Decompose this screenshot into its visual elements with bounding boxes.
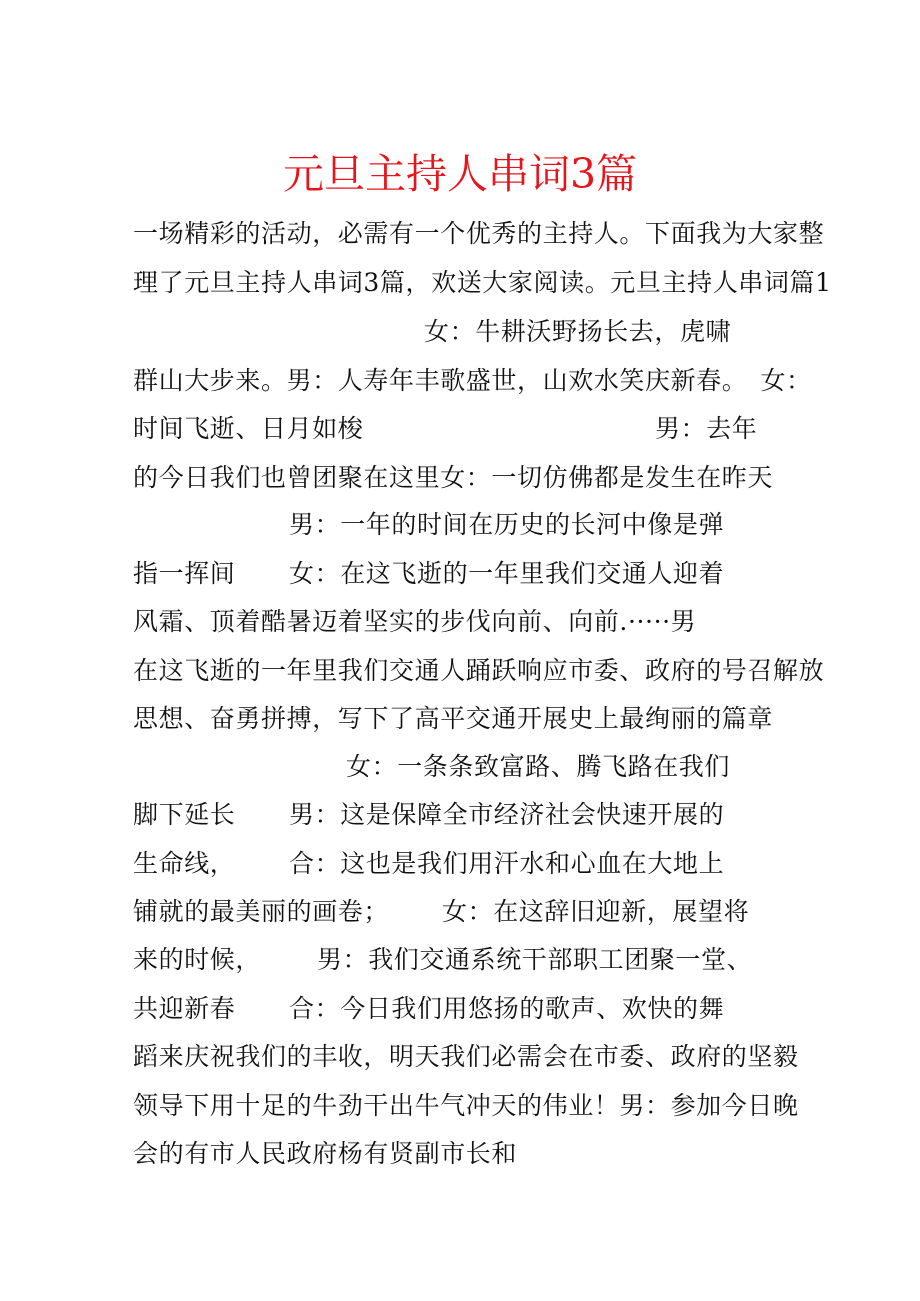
paragraph-line: 理了元旦主持人串词3篇，欢送大家阅读。元旦主持人串词篇1 [133, 268, 832, 297]
paragraph-line: 思想、奋勇拼搏，写下了高平交通开展史上最绚丽的篇章 [133, 704, 774, 733]
paragraph-line: 群山大步来。男：人寿年丰歌盛世，山欢水笑庆新春。 女： [133, 366, 812, 395]
paragraph-line: 蹈来庆祝我们的丰收，明天我们必需会在市委、政府的坚毅 [133, 1042, 799, 1071]
paragraph-line: 女：一条条致富路、腾飞路在我们 [346, 752, 731, 781]
paragraph-line: 在这飞逝的一年里我们交通人踊跃响应市委、政府的号召解放 [133, 656, 825, 685]
paragraph-line: 领导下用十足的牛劲干出牛气冲天的伟业！男：参加今日晚 [133, 1091, 799, 1120]
paragraph-line: 脚下延长 [133, 800, 236, 829]
paragraph-line: 铺就的最美丽的画卷； [133, 897, 390, 926]
paragraph-line: 来的时候， [133, 945, 262, 974]
paragraph-line: 一场精彩的活动，必需有一个优秀的主持人。下面我为大家整 [133, 219, 825, 248]
paragraph-line: 男：我们交通系统干部职工团聚一堂、 [317, 945, 753, 974]
paragraph-line: 男：这是保障全市经济社会快速开展的 [289, 800, 725, 829]
document-title: 元旦主持人串词3篇 [282, 150, 638, 198]
paragraph-line: 男：一年的时间在历史的长河中像是弹 [289, 510, 725, 539]
paragraph-line: 生命线， [133, 849, 236, 878]
paragraph-line: 指一挥间 [133, 559, 236, 588]
paragraph-line: 女：在这辞旧迎新，展望将 [442, 897, 750, 926]
paragraph-line: 风霜、顶着酷暑迈着坚实的步伐向前、向前.·····男 [133, 607, 697, 636]
paragraph-line: 时间飞逝、日月如梭 [133, 414, 364, 443]
paragraph-line: 的今日我们也曾团聚在这里女：一切仿佛都是发生在昨天 [133, 463, 774, 492]
paragraph-line: 女：在这飞逝的一年里我们交通人迎着 [289, 559, 725, 588]
paragraph-line: 男：去年 [655, 414, 758, 443]
paragraph-line: 会的有市人民政府杨有贤副市长和 [133, 1139, 518, 1168]
paragraph-line: 女：牛耕沃野扬长去，虎啸 [424, 317, 732, 346]
paragraph-line: 合：今日我们用悠扬的歌声、欢快的舞 [289, 994, 725, 1023]
paragraph-line: 共迎新春 [133, 994, 236, 1023]
paragraph-line: 合：这也是我们用汗水和心血在大地上 [289, 849, 725, 878]
